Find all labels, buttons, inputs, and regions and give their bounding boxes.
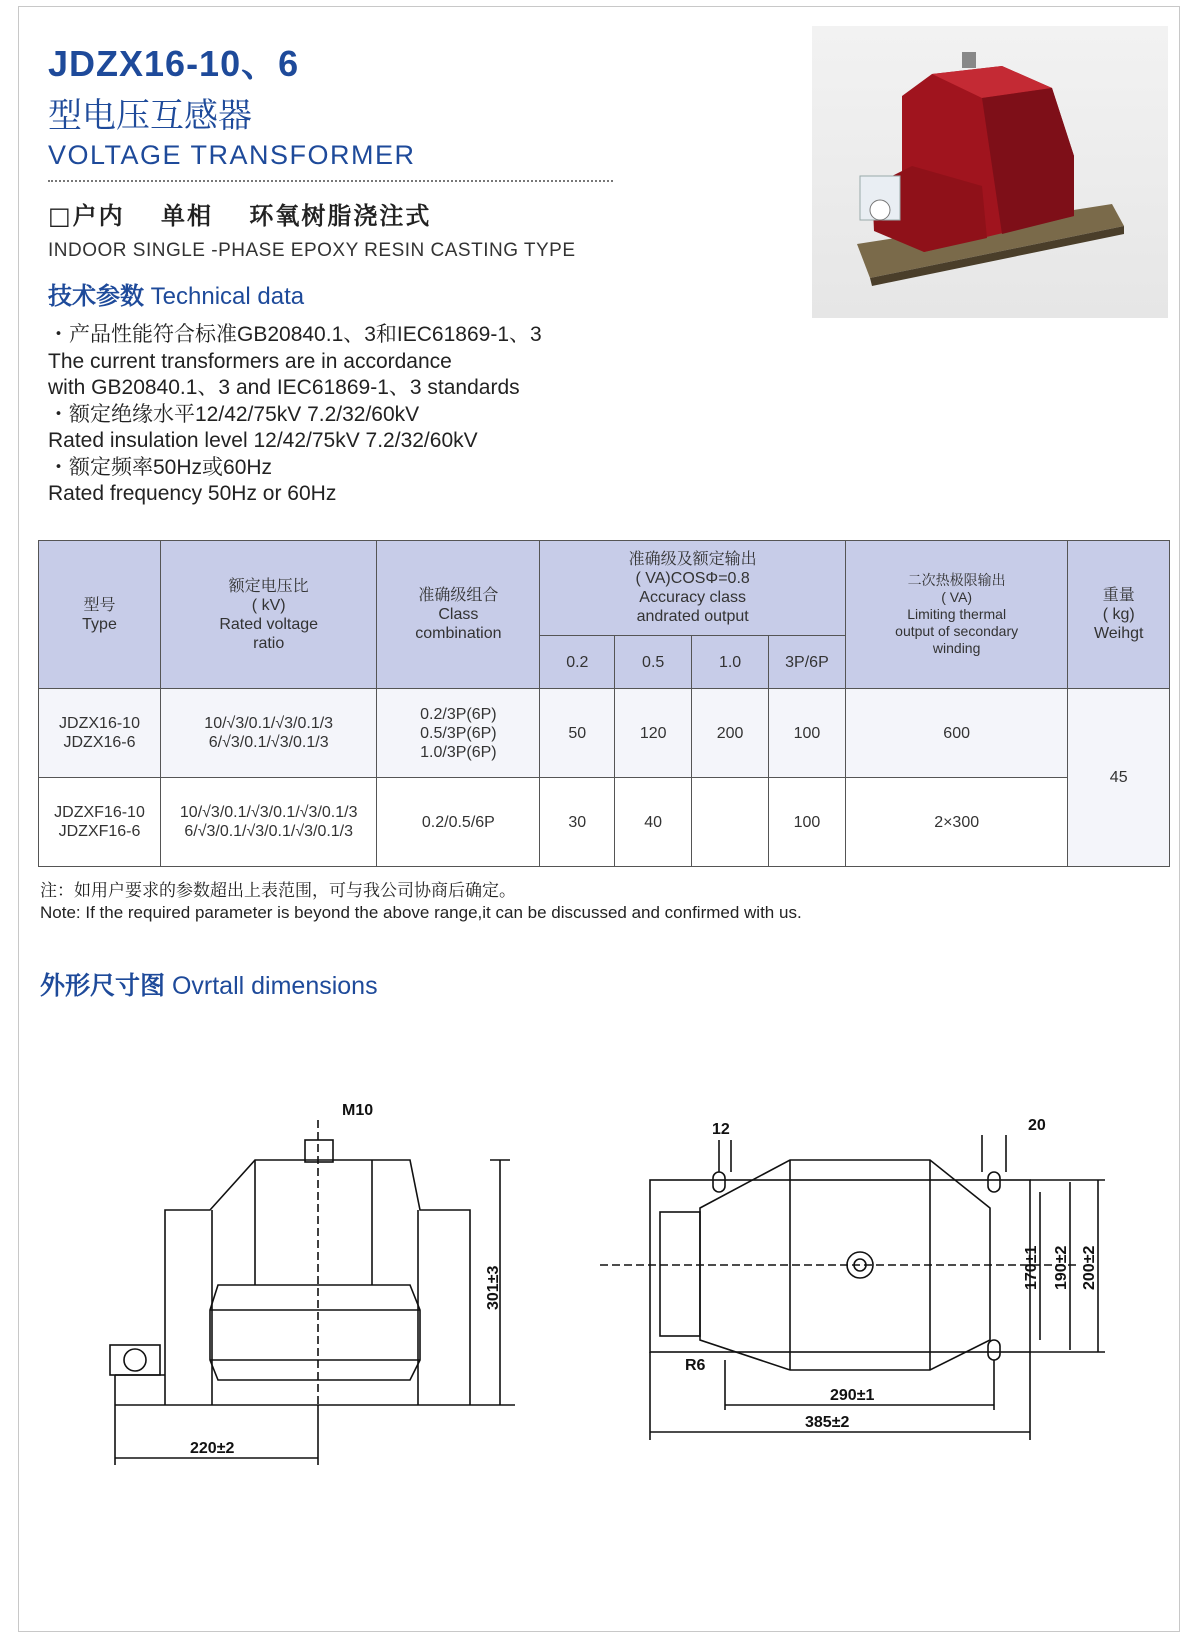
cell-class [377, 689, 540, 778]
spec-line: ・产品性能符合标准GB20840.1、3和IEC61869-1、3 [48, 323, 542, 346]
front-terminal-circle [124, 1349, 146, 1371]
header-text: output of secondary [895, 623, 1019, 639]
label-w290: 290±1 [830, 1387, 875, 1404]
tech-data-en: Technical data [144, 283, 305, 310]
dotted-divider [48, 180, 613, 182]
dimensions-cn: 外形尺寸图 [40, 971, 166, 1000]
spec-line: with GB20840.1、3 and IEC61869-1、3 standards [48, 376, 520, 399]
header-sub-05: 0.5 [615, 636, 692, 689]
cell-v02: 50 [540, 689, 615, 778]
header-ratio [161, 541, 377, 689]
header-text: 重量 [1102, 587, 1135, 604]
header-sub-02: 0.2 [540, 636, 615, 689]
label-h200: 200±2 [1081, 1245, 1098, 1290]
cell-text: 6/√3/0.1/√3/0.1/√3/0.1/3 [184, 823, 354, 840]
spec-line: Rated frequency 50Hz or 60Hz [48, 482, 337, 505]
terminal-stud [962, 52, 976, 68]
spec-line: ・额定频率50Hz或60Hz [48, 455, 273, 479]
model-title: JDZX16-10、6 [48, 43, 300, 84]
header-sub-3p: 3P/6P [769, 636, 846, 689]
front-view [110, 1120, 515, 1465]
dimensions-en: Ovrtall dimensions [165, 972, 378, 1000]
tech-data-heading [48, 276, 304, 311]
header-text: ( kV) [251, 596, 286, 614]
label-h301: 301±3 [485, 1265, 502, 1310]
header-text: 二次热极限输出 [907, 572, 1006, 588]
front-core [210, 1285, 420, 1380]
cell-weight: 45 [1068, 689, 1170, 867]
header-text: ( kg) [1102, 606, 1135, 623]
label-r6: R6 [685, 1357, 706, 1374]
header-text: andrated output [636, 608, 749, 625]
header-text: combination [415, 625, 502, 642]
label-d20: 20 [1028, 1117, 1046, 1134]
table-row [39, 689, 1170, 778]
cell-text: JDZXF16-6 [58, 823, 141, 840]
cell-text: 10/√3/0.1/√3/0.1/3 [204, 715, 334, 732]
m10-terminal [305, 1140, 333, 1162]
header-accuracy [540, 541, 846, 636]
cell-text: 1.0/3P(6P) [420, 743, 497, 761]
cell-v05: 120 [615, 689, 692, 778]
cell-v10 [692, 778, 769, 867]
cell-class [377, 778, 540, 867]
spec-line: ・额定绝缘水平12/42/75kV 7.2/32/60kV [48, 402, 420, 426]
cell-text: 0.5/3P(6P) [420, 724, 497, 742]
dimensions-heading [40, 966, 378, 1002]
cell-type [39, 689, 161, 778]
spec-line: Rated insulation level 12/42/75kV 7.2/32/60kV [48, 429, 478, 452]
header-weight [1068, 541, 1170, 689]
cell-thermal: 2×300 [845, 778, 1068, 867]
product-photo [812, 26, 1168, 318]
header-text: 型号 [83, 596, 116, 614]
cell-v3p: 100 [769, 689, 846, 778]
cell-v05: 40 [615, 778, 692, 867]
title-cn: 型电压互感器 [48, 96, 252, 136]
header-text: Limiting thermal [907, 606, 1007, 622]
label-w220: 220±2 [190, 1440, 235, 1457]
header-text: Class [438, 606, 479, 623]
label-h170: 170±1 [1023, 1245, 1040, 1290]
cell-text: 6/√3/0.1/√3/0.1/3 [208, 734, 329, 751]
header-class [377, 541, 540, 689]
cell-text: JDZX16-10 [59, 715, 140, 732]
cell-text: 0.2/0.5/6P [421, 813, 495, 831]
cell-type [39, 778, 161, 867]
header-type [39, 541, 161, 689]
header-thermal [845, 541, 1068, 689]
spec-table [38, 540, 1170, 867]
tech-data-cn: 技术参数 [48, 282, 144, 310]
label-m10: M10 [342, 1102, 374, 1119]
mount-slot [988, 1172, 1000, 1192]
cell-v3p: 100 [769, 778, 846, 867]
table-row [39, 778, 1170, 867]
header-text: ratio [253, 634, 285, 652]
dimension-drawings [0, 1060, 1200, 1480]
cell-ratio [161, 689, 377, 778]
spec-line: The current transformers are in accordance [48, 349, 452, 373]
cell-v10: 200 [692, 689, 769, 778]
type-en: INDOOR SINGLE -PHASE EPOXY RESIN CASTING TYPE [48, 240, 576, 261]
side-base [650, 1180, 1030, 1352]
note [40, 880, 802, 924]
transformer-illustration [812, 26, 1168, 318]
header-text: 准确级组合 [418, 587, 499, 604]
cell-ratio [161, 778, 377, 867]
label-w385: 385±2 [805, 1414, 850, 1431]
terminal-cover [870, 200, 890, 220]
table-header-row [39, 541, 1170, 636]
header-text: ( VA) [941, 589, 973, 605]
header-text: Accuracy class [639, 589, 746, 606]
header-text: Rated voltage [219, 615, 319, 633]
cell-text: 10/√3/0.1/√3/0.1/√3/0.1/3 [179, 804, 358, 821]
header-text: Weihgt [1093, 625, 1144, 642]
type-cn: □户内 单相 环氧树脂浇注式 [48, 202, 432, 230]
mount-slot [713, 1172, 725, 1192]
cell-text: JDZXF16-10 [54, 804, 145, 821]
header-text: 额定电压比 [228, 577, 309, 595]
label-h190: 190±2 [1053, 1245, 1070, 1290]
header-text: ( VA)COSΦ=0.8 [635, 570, 750, 587]
note-en: Note: If the required parameter is beyond the above range,it can be discussed and confirmed with us. [40, 903, 802, 922]
title-en: VOLTAGE TRANSFORMER [48, 140, 416, 170]
label-d12: 12 [712, 1121, 730, 1138]
cell-text: 0.2/3P(6P) [420, 705, 497, 723]
header-sub-10: 1.0 [692, 636, 769, 689]
cell-v02: 30 [540, 778, 615, 867]
mount-slot [988, 1340, 1000, 1360]
header-text: winding [932, 640, 981, 656]
cell-text: JDZX16-6 [63, 734, 136, 751]
cell-thermal: 600 [845, 689, 1068, 778]
header-text: Type [82, 615, 117, 633]
side-terminal-box [660, 1212, 700, 1336]
header-text: 准确级及额定输出 [628, 551, 757, 568]
spec-list [48, 322, 542, 508]
note-cn: 注：如用户要求的参数超出上表范围，可与我公司协商后确定。 [40, 881, 516, 900]
